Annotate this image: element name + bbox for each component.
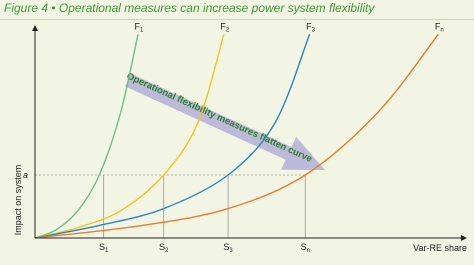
curve-F2 <box>35 34 224 238</box>
series-label-Fn: $F_n$ <box>434 21 444 34</box>
x-tick-S2: $S_2$ <box>159 242 169 254</box>
series-label-F2: $F_2$ <box>220 21 230 34</box>
curve-F1 <box>35 34 138 238</box>
x-tick-Sn: $S_n$ <box>300 242 310 254</box>
annotation-text: Operational flexibility measures flatten curve <box>124 70 314 165</box>
x-axis-label: Var-RE share <box>413 243 467 253</box>
series-label-F1: $F_1$ <box>134 21 144 34</box>
annotation-arrow-layer <box>125 71 325 170</box>
x-tick-S1: $S_1$ <box>98 242 109 254</box>
y-axis-label: Impact on system <box>13 164 23 236</box>
series-label-F3: $F_3$ <box>306 21 315 34</box>
a-level-label: a <box>22 170 28 180</box>
x-tick-S3: $S_3$ <box>223 242 233 254</box>
figure-title: Figure 4 • Operational measures can increase power system flexibility <box>4 1 375 15</box>
